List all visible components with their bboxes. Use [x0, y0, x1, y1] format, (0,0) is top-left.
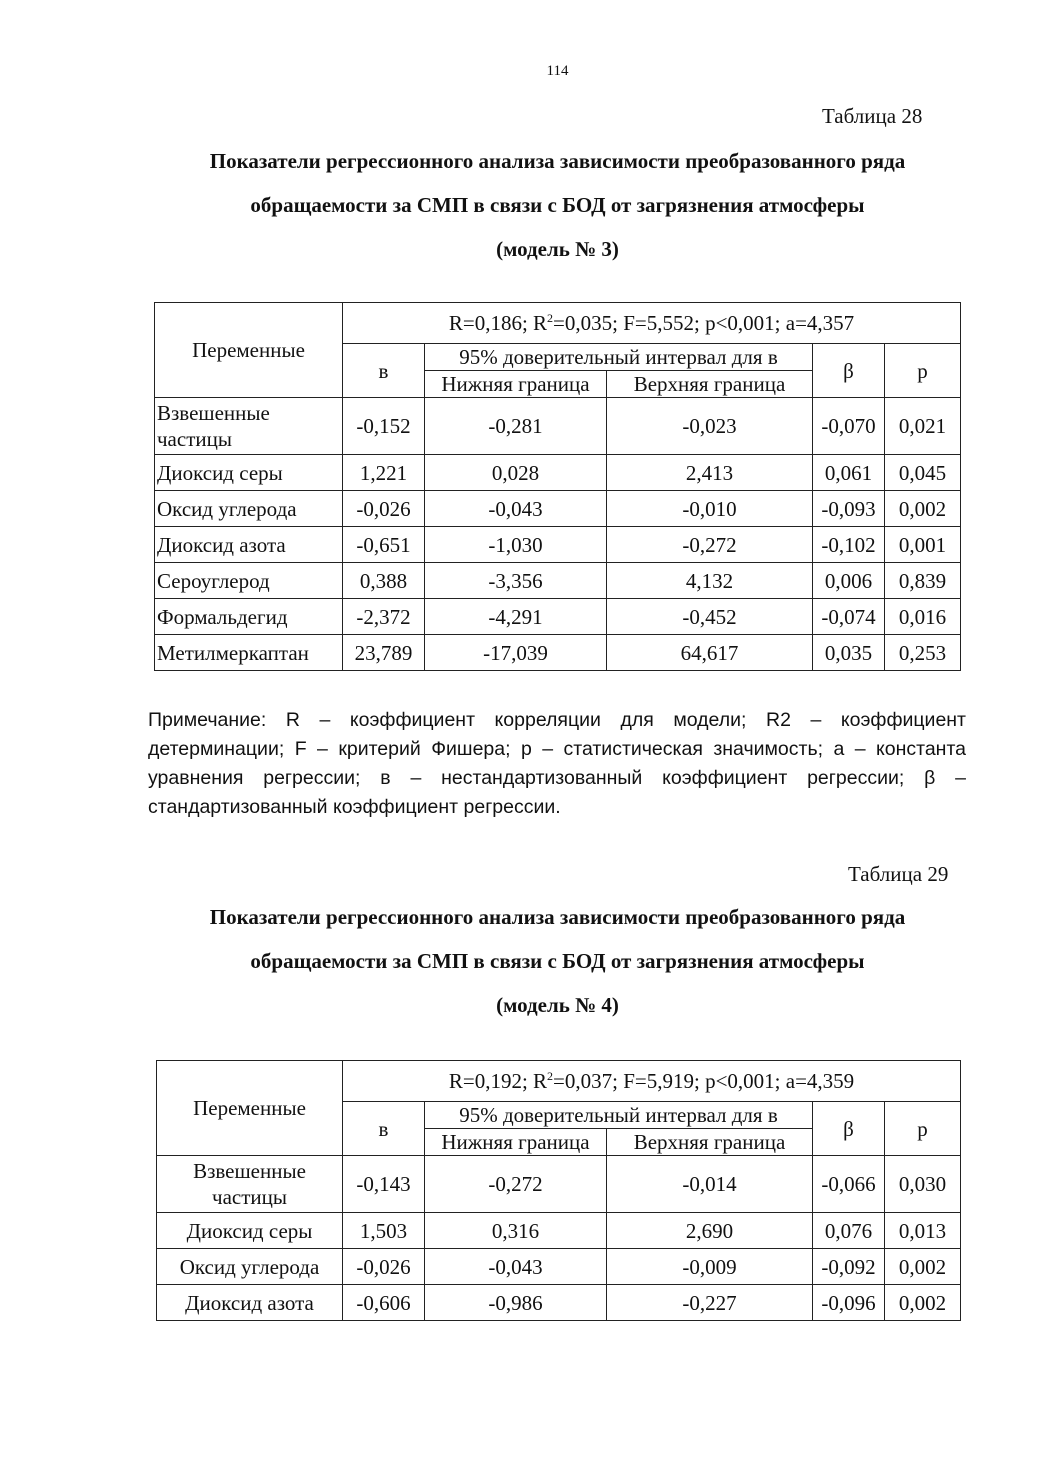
row-p: 0,002	[885, 491, 961, 527]
row-lower: -17,039	[425, 635, 607, 671]
header-p: p	[885, 344, 961, 398]
caption-line: (модель № 3)	[496, 237, 619, 261]
row-beta: -0,093	[813, 491, 885, 527]
table-29-caption	[140, 895, 975, 1027]
header-p: p	[885, 1102, 961, 1156]
row-upper: -0,227	[607, 1285, 813, 1321]
caption-line: (модель № 4)	[496, 993, 619, 1017]
row-upper: -0,272	[607, 527, 813, 563]
row-lower: -0,043	[425, 491, 607, 527]
row-lower: -0,986	[425, 1285, 607, 1321]
row-upper: -0,452	[607, 599, 813, 635]
caption-line: Показатели регрессионного анализа зависимости преобразованного ряда	[209, 149, 906, 173]
row-upper: -0,010	[607, 491, 813, 527]
row-beta: 0,035	[813, 635, 885, 671]
row-b: -2,372	[343, 599, 425, 635]
table-row	[155, 491, 961, 527]
header-beta: β	[813, 344, 885, 398]
table-row	[155, 563, 961, 599]
table-row	[155, 398, 961, 455]
row-p: 0,016	[885, 599, 961, 635]
row-beta: -0,096	[813, 1285, 885, 1321]
row-beta: -0,074	[813, 599, 885, 635]
row-p: 0,001	[885, 527, 961, 563]
table-row	[155, 527, 961, 563]
model-stats: R=0,186; $R^2=0,035$; F=5,552; p<0,001; a=4,357	[343, 303, 961, 344]
row-variable: Сероуглерод	[155, 563, 343, 599]
header-lower: Нижняя граница	[425, 371, 607, 398]
row-upper: -0,009	[607, 1249, 813, 1285]
row-variable: Взвешенные частицы	[155, 398, 343, 455]
row-beta: 0,061	[813, 455, 885, 491]
row-b: -0,152	[343, 398, 425, 455]
header-lower: Нижняя граница	[425, 1129, 607, 1156]
model-stats: R=0,192; $R^2=0,037$; F=5,919; p<0,001; a=4,359	[343, 1061, 961, 1102]
table-row	[155, 599, 961, 635]
table-note: Примечание: R – коэффициент корреляции для модели; R2 – коэффициент детерминации; F – критерий Фишера; р – статистическая значимость; а – константа уравнения регрессии; в – нестандартизованный коэффициент регрессии; β – стандартизованный коэффициент регрессии.	[148, 709, 966, 818]
row-variable: Формальдегид	[155, 599, 343, 635]
caption-line: Показатели регрессионного анализа зависимости преобразованного ряда	[209, 905, 906, 929]
row-variable: Диоксид азота	[155, 527, 343, 563]
row-b: -0,026	[343, 1249, 425, 1285]
table-29-label: Таблица 29	[848, 862, 949, 886]
header-variables: Переменные	[155, 303, 343, 398]
row-p: 0,002	[885, 1285, 961, 1321]
row-variable: Диоксид азота	[157, 1285, 343, 1321]
row-b: 0,388	[343, 563, 425, 599]
row-p: 0,030	[885, 1156, 961, 1213]
row-variable: Метилмеркаптан	[155, 635, 343, 671]
row-beta: -0,102	[813, 527, 885, 563]
row-beta: 0,006	[813, 563, 885, 599]
row-beta: -0,066	[813, 1156, 885, 1213]
table-row	[155, 635, 961, 671]
row-b: -0,143	[343, 1156, 425, 1213]
row-p: 0,021	[885, 398, 961, 455]
row-variable: Оксид углерода	[155, 491, 343, 527]
header-b: в	[343, 1102, 425, 1156]
header-b: в	[343, 344, 425, 398]
row-p: 0,013	[885, 1213, 961, 1249]
table-row	[157, 1249, 961, 1285]
row-b: -0,606	[343, 1285, 425, 1321]
header-upper: Верхняя граница	[607, 371, 813, 398]
row-lower: 0,028	[425, 455, 607, 491]
row-beta: -0,070	[813, 398, 885, 455]
row-upper: 2,690	[607, 1213, 813, 1249]
row-variable: Диоксид серы	[157, 1213, 343, 1249]
row-variable: Диоксид серы	[155, 455, 343, 491]
row-b: 23,789	[343, 635, 425, 671]
row-p: 0,839	[885, 563, 961, 599]
row-lower: -0,272	[425, 1156, 607, 1213]
caption-line: обращаемости за СМП в связи с БОД от загрязнения атмосферы	[250, 193, 865, 217]
caption-line: обращаемости за СМП в связи с БОД от загрязнения атмосферы	[250, 949, 865, 973]
regression-table-29	[156, 1060, 961, 1321]
row-b: 1,221	[343, 455, 425, 491]
table-row	[155, 455, 961, 491]
row-beta: -0,092	[813, 1249, 885, 1285]
row-b: 1,503	[343, 1213, 425, 1249]
row-p: 0,045	[885, 455, 961, 491]
header-ci: 95% доверительный интервал для в	[425, 344, 813, 371]
regression-table-28	[154, 302, 961, 671]
row-upper: -0,023	[607, 398, 813, 455]
row-upper: -0,014	[607, 1156, 813, 1213]
row-lower: 0,316	[425, 1213, 607, 1249]
header-upper: Верхняя граница	[607, 1129, 813, 1156]
row-variable: Взвешенные частицы	[157, 1156, 343, 1213]
row-upper: 64,617	[607, 635, 813, 671]
table-28-caption	[140, 139, 975, 271]
header-beta: β	[813, 1102, 885, 1156]
table-row	[157, 1213, 961, 1249]
table-row	[157, 1156, 961, 1213]
row-upper: 2,413	[607, 455, 813, 491]
row-b: -0,651	[343, 527, 425, 563]
row-lower: -1,030	[425, 527, 607, 563]
row-p: 0,002	[885, 1249, 961, 1285]
row-p: 0,253	[885, 635, 961, 671]
row-lower: -3,356	[425, 563, 607, 599]
row-lower: -0,043	[425, 1249, 607, 1285]
row-b: -0,026	[343, 491, 425, 527]
row-beta: 0,076	[813, 1213, 885, 1249]
row-upper: 4,132	[607, 563, 813, 599]
table-row	[157, 1285, 961, 1321]
page-number: 114	[546, 63, 569, 79]
row-lower: -4,291	[425, 599, 607, 635]
table-28-label: Таблица 28	[822, 104, 923, 128]
header-variables: Переменные	[157, 1061, 343, 1156]
header-ci: 95% доверительный интервал для в	[425, 1102, 813, 1129]
row-lower: -0,281	[425, 398, 607, 455]
row-variable: Оксид углерода	[157, 1249, 343, 1285]
